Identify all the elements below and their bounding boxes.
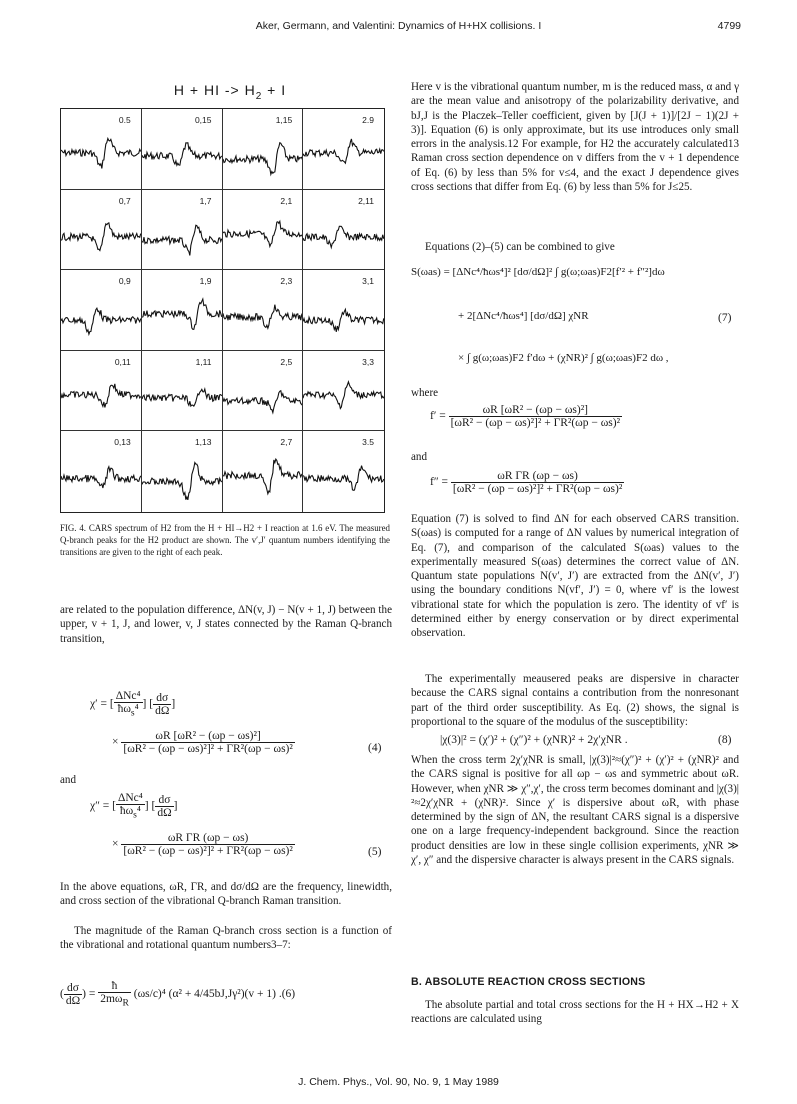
- left-paragraph-1: are related to the population difference, ΔN(v, J) − N(v + 1, J) between the upper, v + 1, J, and lower, v, J states connected by the Raman Q-branch transition,: [60, 604, 392, 645]
- f-double-prime-denominator: [ωR² − (ωp − ωs)²]² + ΓR²(ωp − ωs)²: [452, 483, 623, 495]
- equation-8: |χ(3)|² = (χ′)² + (χ″)² + (χNR)² + 2χ′χNR .: [440, 734, 628, 746]
- panel-label: 0,9: [118, 276, 131, 287]
- spectrum-trace: [303, 109, 384, 189]
- panel-label: 0,11: [114, 356, 131, 367]
- right-paragraph-1: Here v is the vibrational quantum number, m is the reduced mass, α and γ are the mean value and anisotropy of the polarizability derivative, and bJ,J is the Placzek–Teller coefficient, given by [J(J + 1)]/[2J − 1)(2J + 3)]. Equation (6) is only approximate, but its use introduces only small errors in the analysis.12 For example, for H2 the accurately calculated13 Raman cross section dependence on v differs from the v + 1 dependence of Eq. (6) by less than 5% for v≤4, and the exact J dependence gives cross sections that differ from Eq. (6) by less than 5% for J≤25.: [411, 81, 739, 194]
- spectrum-panel: [303, 351, 384, 432]
- left-paragraph-3: The magnitude of the Raman Q-branch cross section is a function of the vibrational and rotational quantum numbers3–7:: [60, 925, 392, 952]
- equation-4-denominator: [ωR² − (ωp − ωs)²]² + ΓR²(ωp − ωs)²: [123, 743, 293, 755]
- panel-label: 1,13: [194, 437, 212, 448]
- spectrum-trace: [303, 270, 384, 350]
- equation-7-number: (7): [718, 312, 732, 324]
- spectrum-panel: [223, 351, 304, 432]
- spectrum-trace: [61, 431, 141, 512]
- equation-6-tail: (ωs/c)⁴ (α² + 4/45bJ,Jγ²)(v + 1) .(6): [133, 987, 296, 1000]
- right-paragraph-2: Equations (2)–(5) can be combined to give: [425, 241, 615, 253]
- spectrum-panel: [61, 109, 142, 190]
- equation-7-line-3: × ∫ g(ω;ωas)F2 f′dω + (χNR)² ∫ g(ω;ωas)F2 dω ,: [458, 352, 669, 364]
- figure-title-tail: + I: [262, 82, 287, 98]
- equation-4-fraction: × $\frac{\text{ωR [ωR² − (ωp − ωs)²]}}{\text{[ωR² − (ωp − ωs)²]² + ΓR²(ωp − ωs)²}}$: [112, 730, 293, 755]
- f-double-prime-numerator: ωR ΓR (ωp − ωs): [451, 470, 624, 483]
- running-head: Aker, Germann, and Valentini: Dynamics of H+HX collisions. I: [255, 20, 542, 32]
- panel-label: 2,11: [358, 195, 374, 206]
- f-prime-denominator: [ωR² − (ωp − ωs)²]² + ΓR²(ωp − ωs)²: [450, 417, 621, 429]
- spectrum-panel: [223, 431, 304, 512]
- spectrum-trace: [61, 109, 141, 189]
- figure-caption: FIG. 4. CARS spectrum of H2 from the H + HI→H2 + I reaction at 1.6 eV. The measured Q-branch peaks for the H2 product are shown. The v′,J′ quantum numbers identifying the transitions are given to the right of each peak.: [60, 523, 390, 557]
- spectrum-trace: [61, 351, 141, 431]
- f-prime-definition: f′ = $\frac{\text{ωR [ωR² − (ωp − ωs)²]}}{\text{[ωR² − (ωp − ωs)²]² + ΓR²(ωp − ωs)²}}$: [430, 404, 621, 429]
- spectrum-panel: [223, 109, 304, 190]
- spectrum-panel: [303, 270, 384, 351]
- figure-title-subscript: 2: [255, 90, 263, 102]
- panel-label: 1,11: [195, 356, 212, 367]
- spectrum-panel: [142, 190, 223, 271]
- right-paragraph-6: The absolute partial and total cross sections for the H + HX→H2 + X reactions are calculated using: [411, 999, 739, 1026]
- spectrum-trace: [142, 270, 222, 350]
- spectrum-panel: [142, 270, 223, 351]
- left-paragraph-2: In the above equations, ωR, ΓR, and dσ/dΩ are the frequency, linewidth, and cross section of the vibrational Q-branch Raman transition.: [60, 881, 392, 908]
- spectrum-trace: [142, 109, 222, 189]
- panel-label: 2,3: [280, 276, 293, 287]
- panel-label: 3,1: [362, 276, 374, 287]
- panel-label: 0,13: [114, 437, 131, 448]
- spectrum-trace: [223, 109, 303, 189]
- spectrum-trace: [223, 431, 303, 512]
- equation-5-number: (5): [368, 846, 382, 858]
- panel-label: 3,3: [362, 356, 374, 367]
- right-paragraph-4: The experimentally meausered peaks are dispersive in character because the CARS signal contains a contribution from the nonresonant part of the third order susceptibility. As Eq. (2) shows, the signal is proportional to the square of the modulus of the susceptibility:: [411, 673, 739, 728]
- spectrum-trace: [223, 270, 303, 350]
- panel-label: 2,5: [280, 356, 293, 367]
- spectrum-panel: [61, 351, 142, 432]
- left-and-1: and: [60, 774, 77, 786]
- panel-label: 2,7: [280, 437, 293, 448]
- spectrum-panel: [303, 431, 384, 512]
- spectrum-panel: [142, 109, 223, 190]
- spectrum-panel: [61, 190, 142, 271]
- equation-7-line-1: S(ωas) = [ΔNc⁴/ħωs⁴]² [dσ/dΩ]² ∫ g(ω;ωas)F2[f′² + f″²]dω: [411, 266, 665, 278]
- f-prime-numerator: ωR [ωR² − (ωp − ωs)²]: [449, 404, 622, 417]
- panel-label: 0,7: [118, 195, 131, 206]
- right-paragraph-5: When the cross term 2χ′χNR is small, |χ(3)|²≈(χ″)² + (χ′)² + (χNR)² and the CARS signal is positive for all ωp − ωs and symmetric about ωR. However, when χNR ≫ χ″,χ′, the cross term becomes dominant and |χ(3)|²≈2χ′χNR + (χNR)². Since χ′ is dispersive about ωR, with phase determined by the sign of ΔN, the resultant CARS signal is a dispersive one on a large frequency-independent background. Since the reaction product densities are low in these single collision experiments, χNR ≫ χ′, χ″ and the dispersive character is always present in the CARS signals.: [411, 754, 739, 867]
- panel-label: 0,15: [194, 115, 212, 125]
- equation-5-prefactor: χ″ = [ $\frac{\text{ΔNc⁴}}{ħ\omega_s^4}$ ] [ $\frac{d\sigma}{d\Omega}$ ]: [90, 792, 178, 821]
- panel-label: 0.5: [118, 115, 131, 125]
- equation-5-numerator: ωR ΓR (ωp − ωs): [121, 832, 294, 845]
- equation-5-denominator: [ωR² − (ωp − ωs)²]² + ΓR²(ωp − ωs)²: [123, 845, 293, 857]
- spectrum-panel: [142, 431, 223, 512]
- spectrum-trace: [303, 431, 384, 512]
- equation-4-number: (4): [368, 742, 382, 754]
- section-heading: B. ABSOLUTE REACTION CROSS SECTIONS: [411, 976, 646, 988]
- page-number: 4799: [717, 20, 741, 32]
- f-double-prime-definition: f″ = $\frac{\text{ωR ΓR (ωp − ωs)}}{\text{[ωR² − (ωp − ωs)²]² + ΓR²(ωp − ωs)²}}$: [430, 470, 623, 495]
- spectrum-trace: [142, 351, 222, 431]
- spectrum-panel: [303, 109, 384, 190]
- spectrum-panel: [223, 190, 304, 271]
- equation-4-numerator: ωR [ωR² − (ωp − ωs)²]: [121, 730, 294, 743]
- equation-6: ( $\frac{d\sigma}{d\Omega}$ ) = $\frac{ħ}{2m\omega_R}$ (ωs/c)⁴ (α² + 4/45bJ,Jγ²)(v + 1) .(6): [60, 980, 296, 1009]
- spectrum-trace: [223, 351, 303, 431]
- spectrum-trace: [61, 190, 141, 270]
- panel-label: 2.9: [362, 115, 374, 125]
- panel-label: 1,15: [275, 115, 293, 125]
- spectrum-trace: [303, 190, 384, 270]
- panel-label: 2,1: [280, 195, 293, 206]
- spectrum-trace: [61, 270, 141, 350]
- spectrum-trace: [142, 431, 222, 512]
- right-and-2: and: [411, 451, 428, 463]
- equation-7-line-2: + 2[ΔNc⁴/ħωs⁴] [dσ/dΩ] χNR: [458, 310, 589, 322]
- equation-8-number: (8): [718, 734, 732, 746]
- spectrum-trace: [142, 190, 222, 270]
- spectrum-panel: [61, 431, 142, 512]
- footer-citation: J. Chem. Phys., Vol. 90, No. 9, 1 May 1989: [298, 1076, 499, 1088]
- spectrum-panel: [223, 270, 304, 351]
- spectrum-panel: [142, 351, 223, 432]
- equation-5-fraction: × $\frac{\text{ωR ΓR (ωp − ωs)}}{\text{[ωR² − (ωp − ωs)²]² + ΓR²(ωp − ωs)²}}$: [112, 832, 293, 857]
- spectrum-trace: [223, 190, 303, 270]
- panel-label: 1,7: [199, 195, 212, 206]
- equation-4-prefactor: χ′ = [ $\frac{\text{ΔNc⁴}}{ħ\omega_s^4}$ ] [ $\frac{d\sigma}{d\Omega}$ ]: [90, 690, 176, 719]
- figure-panel-grid: [60, 108, 385, 513]
- right-paragraph-3: Equation (7) is solved to find ΔN for each observed CARS transition. S(ωas) is computed for a range of ΔN values by numerical integration of Eq. (7), and comparison of the calculated S(ωas) values to the experimentally measured S(ωas) determines the correct value of ΔN. Quantum state populations N(v′, J′) are extracted from the ΔN(v′, J′) using the boundary conditions N(vf′, J′) = 0, where vf′ is the lowest vibrational state for which the population is zero. The identity of vf′ is determined either by energy conservation or by direct experimental observation.: [411, 513, 739, 640]
- spectrum-panel: [61, 270, 142, 351]
- spectrum-panel: [303, 190, 384, 271]
- panel-label: 1,9: [199, 276, 212, 287]
- panel-label: 3.5: [362, 437, 374, 448]
- figure-title-main: H + HI -> H: [173, 82, 256, 98]
- figure-title: [60, 82, 400, 102]
- spectrum-trace: [303, 351, 384, 431]
- right-where: where: [411, 387, 439, 399]
